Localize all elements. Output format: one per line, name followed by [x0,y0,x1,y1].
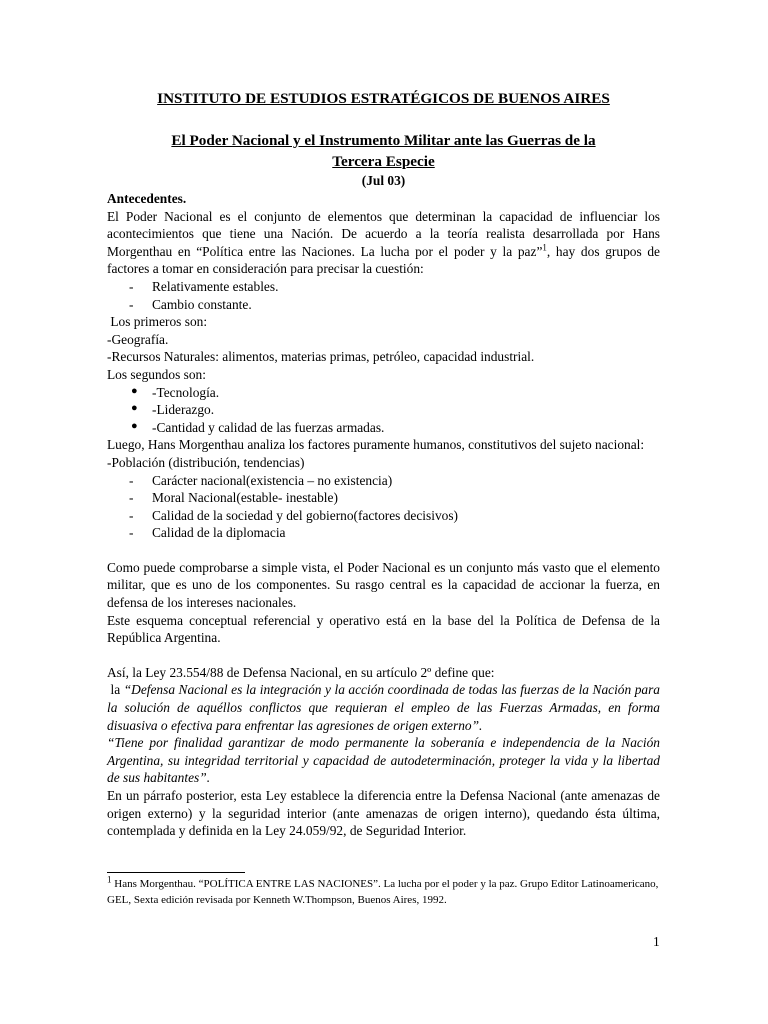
list-item [107,278,660,296]
first-group-item: -Recursos Naturales: alimentos, materias primas, petróleo, capacidad industrial. [107,349,535,365]
list-item [107,524,660,542]
bullet-icon: ● [131,384,138,397]
law-quote-text: “Defensa Nacional es la integración y la acción coordinada de todas las fuerzas de la Nación para la solución de aquéllos conflictos que requieran el empleo de las Fuerzas Armadas, en forma disuasiva o efectiva para enfrentar las agresiones de origen externo”. [107,682,661,733]
intro-text: El Poder Nacional es el conjunto de elementos que determinan la capacidad de influenciar los acontecimientos que tiene una Nación. De acuerdo a la teoría realista desarrollada por Hans Morgenthau en “Política entre las Naciones. La lucha por el poder y la paz” [107,208,660,259]
list-item [107,296,660,314]
population-item: -Población (distribución, tendencias) [107,454,305,470]
second-group-label: Los segundos son: [107,366,206,382]
list-item [107,384,660,402]
list-item-text: Cambio constante. [152,296,252,312]
dash-marker: - [129,278,134,294]
list-item-text: Calidad de la diplomacia [152,525,286,541]
list-item-text: Moral Nacional(estable- inestable) [152,490,338,506]
footnote [107,876,660,908]
law-quote-prefix: la [107,682,124,698]
dash-marker: - [129,296,134,312]
list-item-text: -Tecnología. [152,384,220,400]
footnote-marker: 1 [107,874,112,885]
dash-marker: - [129,525,134,541]
law-quote-2: “Tiene por finalidad garantizar de modo permanente la soberanía e independencia de la Nación Argentina, su integridad territorial y capacidad de autodeterminación, proteger la vida y la libertad de sus habitantes”. [107,735,660,786]
list-item-text: -Cantidad y calidad de las fuerzas armadas. [152,419,385,435]
dash-marker: - [129,507,134,523]
footnote-separator [107,872,245,873]
factor-groups-list [107,278,660,313]
section-heading: Antecedentes. [107,191,187,206]
list-item-text: Calidad de la sociedad y del gobierno(factores decisivos) [152,507,459,523]
footnote-reference: 1 [542,242,547,253]
paragraph-spacer [107,647,660,664]
document-body [107,88,660,840]
document-title-line2: Tercera Especie [332,153,435,170]
list-item-text: Relativamente estables. [152,278,279,294]
scheme-paragraph: Este esquema conceptual referencial y operativo está en la base del la Política de Defensa de la República Argentina. [107,612,660,646]
list-item-text: -Liderazgo. [152,402,215,418]
page-number: 1 [653,934,660,949]
law-quote-1 [107,681,660,734]
footnote-text: Hans Morgenthau. “POLÍTICA ENTRE LAS NACIONES”. La lucha por el poder y la paz. Grupo Editor Latinoamericano, GEL, Sexta edición revisada por Kenneth W.Thompson, Buenos Aires, 1992. [107,878,659,906]
list-item [107,472,660,490]
list-item [107,489,660,507]
human-factors-list [107,472,660,542]
list-item [107,401,660,419]
intro-paragraph [107,208,660,278]
law-closing-paragraph: En un párrafo posterior, esta Ley establece la diferencia entre la Defensa Nacional (ante amenazas de origen externo) y la seguridad interior (ante amenazas de origen interno), quedando ésta última, contemplada y definida en la Ley 24.059/92, de Seguridad Interior. [107,788,660,839]
dash-marker: - [129,472,134,488]
document-title-line1: El Poder Nacional y el Instrumento Militar ante las Guerras de la [171,132,596,149]
paragraph-spacer [107,542,660,559]
institute-name: INSTITUTO DE ESTUDIOS ESTRATÉGICOS DE BUENOS AIRES [157,90,610,107]
human-factors-intro: Luego, Hans Morgenthau analiza los factores puramente humanos, constitutivos del sujeto nacional: [107,437,645,453]
list-item [107,507,660,525]
first-group-item: -Geografía. [107,331,169,347]
bullet-icon: ● [131,419,138,432]
document-date: (Jul 03) [361,173,406,188]
list-item-text: Carácter nacional(existencia – no existencia) [152,472,393,488]
second-group-list [107,384,660,437]
dash-marker: - [129,490,134,506]
intro-text-end: , hay dos grupos de factores a tomar en consideración para precisar la cuestión: [107,243,660,277]
bullet-icon: ● [131,402,138,415]
first-group-label: Los primeros son: [107,314,208,330]
law-intro: Así, la Ley 23.554/88 de Defensa Nacional, en su artículo 2º define que: [107,664,495,680]
list-item [107,419,660,437]
comparison-paragraph: Como puede comprobarse a simple vista, el Poder Nacional es un conjunto más vasto que el elemento militar, que es uno de los componentes. Su rasgo central es la capacidad de accionar la fuerza, en defensa de los intereses nacionales. [107,559,660,611]
